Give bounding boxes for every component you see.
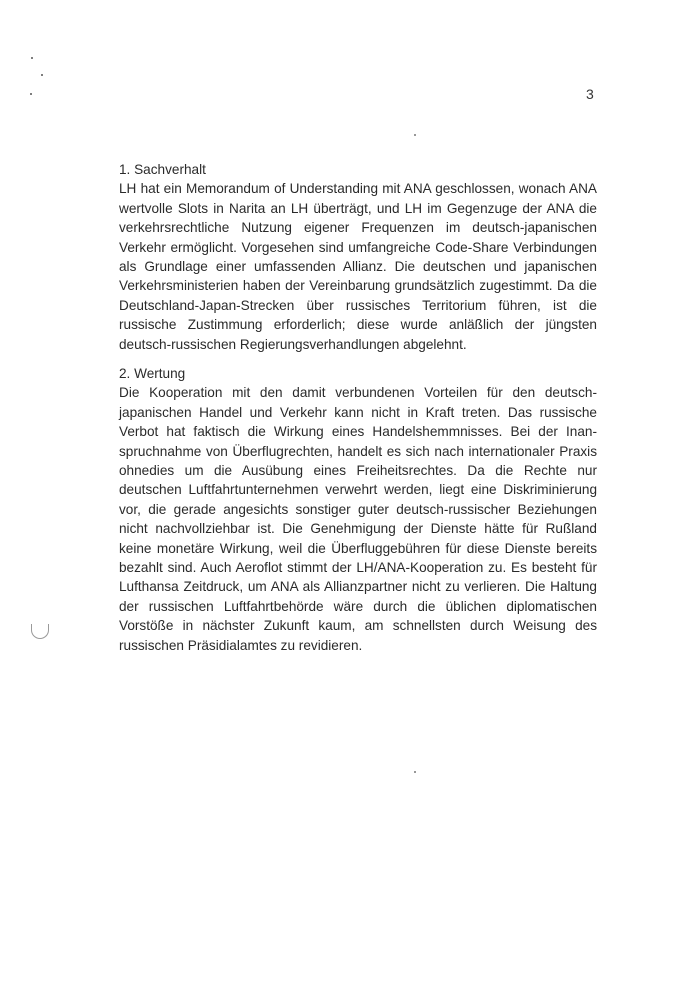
section-heading: 2. Wertung [119,366,186,381]
page-number: 3 [586,86,594,102]
scan-speck [41,74,43,76]
section-body: Die Kooperation mit den damit verbundenen Vorteilen für den deutsch-japanischen Handel und Verkehr kann nicht in Kraft treten. Das russische Verbot hat faktisch die Wirkung eines Handelshemmnisses. Bei der Inanspruchnahme von Überflugrechten, handelt es sich nach internationaler Praxis ohnedies um die Ausübung eines Freiheitsrechtes. Da die Rechte nur deutschen Luftfahrtunternehmen verwehrt werden, liegt eine Diskriminierung vor, die gerade angesichts sonstiger guter deutsch-russischer Beziehungen nicht nachvollziehbar ist. Die Genehmigung der Dienste hätte für Rußland keine monetäre Wirkung, weil die Überfluggebühren für diese Dienste bereits bezahlt sind. Auch Aeroflot stimmt der LH/ANA-Kooperation zu. Es besteht für Lufthansa Zeitdruck, um ANA als Allianzpartner nicht zu verlieren. Die Haltung der russischen Luftfahrtbehörde wäre durch die üblichen diplomatischen Vorstöße in nächster Zukunft kaum, am schnellsten durch Weisung des russischen Präsidialamtes zu revidieren. [119,385,597,653]
scan-speck [30,93,32,95]
punch-hole-mark [31,624,49,639]
scan-speck [414,134,416,136]
section-body: LH hat ein Memorandum of Understanding mit ANA geschlossen, wonach ANA wertvolle Slots in Narita an LH überträgt, und LH im Gegenzuge der ANA die verkehrsrechtliche Nutzung eigener Frequenzen im deutsch-japanischen Verkehr ermöglicht. Vorgesehen sind umfangreiche Code-Share Verbindungen als Grundlage einer umfassenden Allianz. Die deutschen und japanischen Verkehrsministerien haben der Vereinbarung grundsätzlich zugestimmt. Da die Deutschland-Japan-Strecken über russisches Territorium führen, ist die russische Zustimmung erforderlich; diese wurde anläßlich der jüngsten deutsch-russischen Regierungsverhandlungen abgelehnt. [119,181,597,352]
section-heading: 1. Sachverhalt [119,162,206,177]
scan-speck [31,57,33,59]
section-sachverhalt [119,160,597,354]
scan-speck [414,771,416,773]
section-wertung [119,364,597,655]
